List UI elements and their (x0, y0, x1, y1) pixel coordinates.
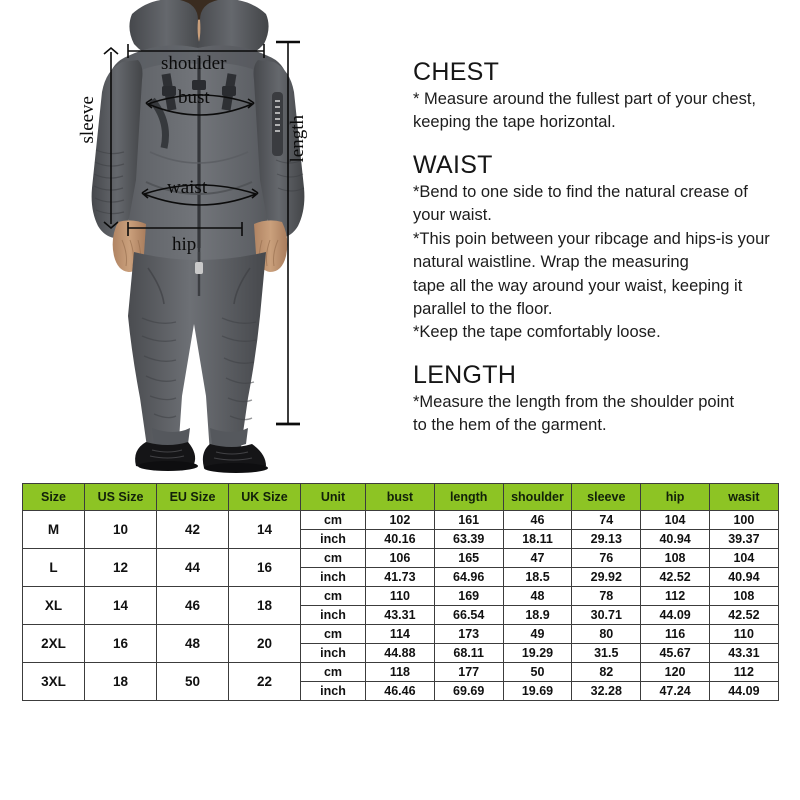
instruction-block-length (413, 361, 788, 438)
label-bust: bust (178, 87, 210, 108)
cell-unit: inch (301, 606, 366, 625)
cell-us: 14 (85, 587, 157, 625)
cell-eu: 44 (157, 549, 229, 587)
cell-unit: cm (301, 549, 366, 568)
cell-uk: 18 (229, 587, 301, 625)
cell-shoulder-inch: 19.69 (503, 682, 572, 701)
column-header-bust: bust (366, 484, 435, 511)
column-header-hip: hip (641, 484, 710, 511)
cell-bust-cm: 114 (366, 625, 435, 644)
cell-length-inch: 63.39 (434, 530, 503, 549)
cell-wasit-inch: 40.94 (709, 568, 778, 587)
cell-wasit-cm: 108 (709, 587, 778, 606)
size-table-wrap (22, 483, 778, 701)
cell-length-cm: 177 (434, 663, 503, 682)
cell-uk: 20 (229, 625, 301, 663)
cell-unit: inch (301, 530, 366, 549)
instruction-block-chest (413, 58, 788, 135)
cell-bust-inch: 44.88 (366, 644, 435, 663)
cell-sleeve-cm: 80 (572, 625, 641, 644)
column-header-unit: Unit (301, 484, 366, 511)
column-header-length: length (434, 484, 503, 511)
cell-shoulder-inch: 19.29 (503, 644, 572, 663)
cell-sleeve-inch: 32.28 (572, 682, 641, 701)
cell-hip-inch: 44.09 (641, 606, 710, 625)
cell-unit: inch (301, 644, 366, 663)
table-row (23, 587, 779, 606)
cell-shoulder-inch: 18.9 (503, 606, 572, 625)
cell-hip-cm: 116 (641, 625, 710, 644)
instruction-line: parallel to the floor. (413, 299, 553, 318)
cell-bust-cm: 110 (366, 587, 435, 606)
table-row (23, 625, 779, 644)
cell-sleeve-cm: 76 (572, 549, 641, 568)
cell-size: M (23, 511, 85, 549)
instruction-line: your waist. (413, 206, 492, 225)
cell-unit: inch (301, 682, 366, 701)
cell-us: 16 (85, 625, 157, 663)
cell-us: 10 (85, 511, 157, 549)
table-row (23, 549, 779, 568)
cell-unit: inch (301, 568, 366, 587)
cell-hip-inch: 42.52 (641, 568, 710, 587)
cell-sleeve-inch: 31.5 (572, 644, 641, 663)
instructions-panel (413, 58, 788, 438)
cell-hip-cm: 120 (641, 663, 710, 682)
cell-shoulder-inch: 18.5 (503, 568, 572, 587)
instruction-line: tape all the way around your waist, keeping it (413, 276, 743, 295)
instruction-block-waist (413, 151, 788, 345)
instruction-line: *This poin between your ribcage and hips-is your (413, 229, 770, 248)
cell-eu: 42 (157, 511, 229, 549)
cell-size: L (23, 549, 85, 587)
cell-hip-cm: 112 (641, 587, 710, 606)
table-row (23, 663, 779, 682)
cell-length-cm: 165 (434, 549, 503, 568)
cell-size: 2XL (23, 625, 85, 663)
cell-bust-inch: 46.46 (366, 682, 435, 701)
cell-sleeve-inch: 29.13 (572, 530, 641, 549)
cell-sleeve-cm: 78 (572, 587, 641, 606)
cell-hip-cm: 104 (641, 511, 710, 530)
cell-wasit-inch: 39.37 (709, 530, 778, 549)
cell-bust-inch: 43.31 (366, 606, 435, 625)
cell-length-inch: 68.11 (434, 644, 503, 663)
cell-wasit-cm: 100 (709, 511, 778, 530)
cell-length-cm: 161 (434, 511, 503, 530)
cell-uk: 16 (229, 549, 301, 587)
size-table-header-row (23, 484, 779, 511)
size-table-head (23, 484, 779, 511)
cell-bust-inch: 41.73 (366, 568, 435, 587)
cell-eu: 50 (157, 663, 229, 701)
cell-hip-cm: 108 (641, 549, 710, 568)
instruction-heading: LENGTH (413, 360, 517, 389)
cell-length-cm: 169 (434, 587, 503, 606)
label-sleeve: sleeve (77, 96, 98, 144)
column-header-sleeve: sleeve (572, 484, 641, 511)
cell-wasit-inch: 42.52 (709, 606, 778, 625)
column-header-wasit: wasit (709, 484, 778, 511)
cell-bust-cm: 102 (366, 511, 435, 530)
cell-sleeve-cm: 74 (572, 511, 641, 530)
cell-hip-inch: 47.24 (641, 682, 710, 701)
cell-unit: cm (301, 663, 366, 682)
label-length: length (287, 115, 308, 163)
cell-shoulder-cm: 47 (503, 549, 572, 568)
cell-us: 12 (85, 549, 157, 587)
column-header-size: Size (23, 484, 85, 511)
cell-eu: 46 (157, 587, 229, 625)
instruction-heading: WAIST (413, 150, 493, 179)
cell-unit: cm (301, 625, 366, 644)
cell-unit: cm (301, 587, 366, 606)
cell-size: XL (23, 587, 85, 625)
cell-wasit-inch: 43.31 (709, 644, 778, 663)
column-header-uk-size: UK Size (229, 484, 301, 511)
cell-hip-inch: 40.94 (641, 530, 710, 549)
cell-shoulder-inch: 18.11 (503, 530, 572, 549)
size-table (22, 483, 779, 701)
cell-wasit-cm: 110 (709, 625, 778, 644)
cell-unit: cm (301, 511, 366, 530)
cell-sleeve-inch: 30.71 (572, 606, 641, 625)
instruction-heading: CHEST (413, 58, 500, 86)
label-hip: hip (172, 234, 197, 255)
model-photo (0, 0, 400, 478)
cell-us: 18 (85, 663, 157, 701)
cell-wasit-inch: 44.09 (709, 682, 778, 701)
instruction-line: keeping the tape horizontal. (413, 113, 616, 132)
cell-bust-inch: 40.16 (366, 530, 435, 549)
table-row (23, 511, 779, 530)
cell-length-inch: 66.54 (434, 606, 503, 625)
instruction-line: * Measure around the fullest part of your chest, (413, 90, 757, 108)
column-header-eu-size: EU Size (157, 484, 229, 511)
label-shoulder: shoulder (161, 53, 227, 74)
cell-uk: 22 (229, 663, 301, 701)
cell-uk: 14 (229, 511, 301, 549)
cell-shoulder-cm: 49 (503, 625, 572, 644)
model-photo-panel (0, 0, 400, 478)
size-table-body (23, 511, 779, 701)
cell-bust-cm: 118 (366, 663, 435, 682)
cell-shoulder-cm: 50 (503, 663, 572, 682)
cell-shoulder-cm: 46 (503, 511, 572, 530)
cell-size: 3XL (23, 663, 85, 701)
cell-shoulder-cm: 48 (503, 587, 572, 606)
label-waist: waist (167, 177, 208, 198)
cell-hip-inch: 45.67 (641, 644, 710, 663)
cell-length-cm: 173 (434, 625, 503, 644)
instruction-line: *Bend to one side to find the natural crease of (413, 182, 748, 201)
cell-eu: 48 (157, 625, 229, 663)
cell-wasit-cm: 112 (709, 663, 778, 682)
instruction-line: to the hem of the garment. (413, 416, 607, 435)
cell-length-inch: 69.69 (434, 682, 503, 701)
cell-sleeve-inch: 29.92 (572, 568, 641, 587)
cell-length-inch: 64.96 (434, 568, 503, 587)
cell-sleeve-cm: 82 (572, 663, 641, 682)
cell-bust-cm: 106 (366, 549, 435, 568)
instruction-line: *Keep the tape comfortably loose. (413, 323, 661, 342)
column-header-shoulder: shoulder (503, 484, 572, 511)
column-header-us-size: US Size (85, 484, 157, 511)
instruction-line: natural waistline. Wrap the measuring (413, 253, 689, 272)
instruction-line: *Measure the length from the shoulder point (413, 392, 735, 411)
cell-wasit-cm: 104 (709, 549, 778, 568)
